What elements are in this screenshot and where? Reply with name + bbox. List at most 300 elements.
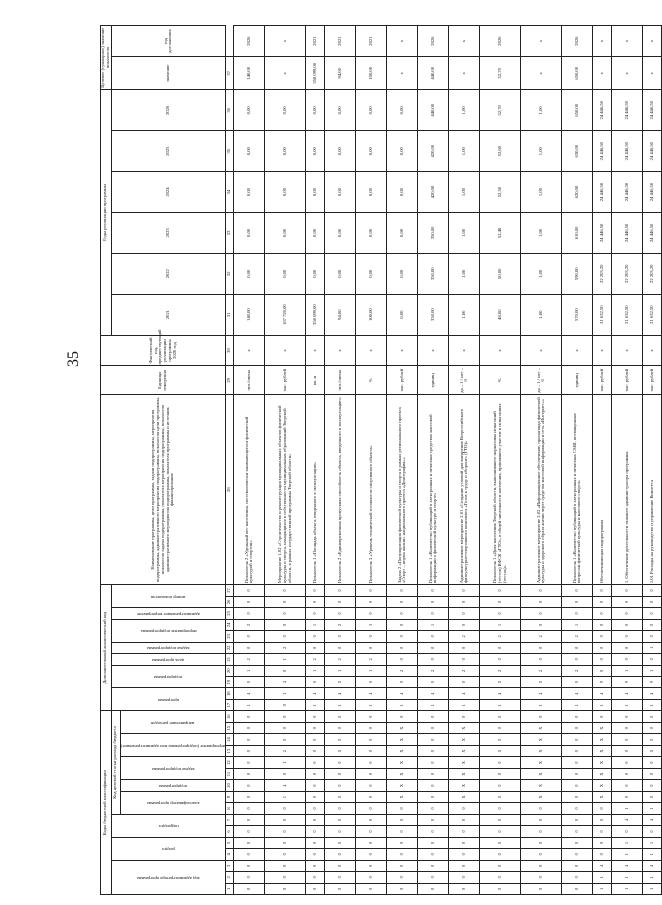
row-target-value: 100,00: [356, 57, 387, 90]
code-cell: X: [593, 722, 612, 733]
code-cell: 2: [306, 654, 325, 665]
code-cell: 0: [265, 803, 306, 814]
table-row: [306, 26, 325, 895]
code-cell: 4: [612, 814, 643, 825]
code-cell: 0: [480, 734, 521, 745]
column-number: 10: [226, 780, 234, 791]
row-year-value: 0,00: [356, 212, 387, 253]
code-cell: 0: [643, 619, 662, 630]
row-target-value: 650,00: [562, 57, 593, 90]
row-year-value: 0,00: [306, 90, 325, 131]
column-number: 26: [226, 596, 234, 607]
code-cell: 0: [562, 596, 593, 607]
row-year-value: 24 446,50: [643, 90, 662, 131]
code-cell: 0: [521, 608, 562, 619]
row-year-value: 24 446,50: [612, 90, 643, 131]
code-cell: 0: [265, 631, 306, 642]
row-target-year: х: [521, 26, 562, 57]
code-cell: 0: [612, 585, 643, 597]
unit-header: Единица измерения: [101, 366, 226, 395]
code-cell: 0: [418, 631, 449, 642]
column-number: 24: [226, 619, 234, 630]
row-actual: х: [356, 335, 387, 366]
row-year-value: 1,00: [449, 131, 480, 172]
code-cell: 0: [521, 872, 562, 883]
row-target-year: х: [449, 26, 480, 57]
column-number: 29: [226, 366, 234, 395]
row-actual: х: [612, 335, 643, 366]
code-cell: 2: [449, 665, 480, 676]
code-cell: 0: [612, 654, 643, 665]
column-number: 2: [226, 872, 234, 883]
code-cell: 0: [265, 722, 306, 733]
code-cell: 2: [480, 665, 521, 676]
code-cell: 1: [306, 699, 325, 710]
row-year-value: 420,00: [418, 131, 449, 172]
code-cell: 0: [449, 608, 480, 619]
column-number: 9: [226, 791, 234, 802]
code-cell: 0: [325, 883, 356, 894]
code-cell: 0: [418, 585, 449, 597]
table-row: [234, 26, 265, 895]
row-year-value: 21 632,50: [643, 294, 662, 335]
subsection-header: подраздел: [111, 814, 226, 837]
row-year-value: 0,00: [306, 212, 325, 253]
code-cell: 0: [521, 711, 562, 723]
code-cell: 1: [643, 837, 662, 848]
code-cell: 0: [325, 837, 356, 848]
code-cell: 0: [418, 826, 449, 837]
row-year-value: 570,00: [562, 294, 593, 335]
table-row: [265, 26, 306, 895]
code-cell: 0: [643, 654, 662, 665]
code-cell: 0: [612, 631, 643, 642]
code-cell: 1: [612, 883, 643, 894]
row-name: Показатель 1 «Доля населения Тверской области, выполнившего нормативы испытаний (тестов) ВФСК «ГТО», в общей численности населения, принявшего участие в испытаниях (тестах)»: [480, 395, 521, 585]
row-target-value: х: [265, 57, 306, 90]
table-row: [449, 26, 480, 895]
code-cell: 0: [387, 803, 418, 814]
code-cell: 0: [356, 677, 387, 688]
row-year-value: 52,40: [480, 212, 521, 253]
table-row: [418, 26, 449, 895]
code-cell: X: [593, 734, 612, 745]
row-name: 1.01 Расходы на руководство и управление Комитета: [643, 395, 662, 585]
code-cell: 0: [593, 608, 612, 619]
column-number: 22: [226, 642, 234, 653]
code-cell: 0: [562, 791, 593, 802]
row-year-value: 140,00: [234, 294, 265, 335]
code-cell: 0: [265, 665, 306, 676]
code-cell: 0: [418, 596, 449, 607]
code-cell: X: [449, 768, 480, 779]
row-year-value: 94,00: [325, 294, 356, 335]
column-number: 31: [226, 294, 234, 335]
code-cell: 0: [593, 596, 612, 607]
code-cell: 1: [593, 883, 612, 894]
column-number: 33: [226, 212, 234, 253]
code-cell: 0: [480, 883, 521, 894]
code-cell: 0: [356, 745, 387, 756]
row-actual: х: [418, 335, 449, 366]
code-cell: 0: [643, 757, 662, 768]
code-cell: X: [521, 745, 562, 756]
code-cell: 2: [449, 631, 480, 642]
code-cell: 4: [449, 688, 480, 699]
row-year-value: 1,00: [521, 294, 562, 335]
code-cell: 0: [521, 642, 562, 653]
code-cell: 0: [562, 745, 593, 756]
row-name: Показатель 1 «Количество публикаций в электронных и печатных средствах массовой информации о физической культуре и спорте»: [418, 395, 449, 585]
code-cell: 0: [480, 768, 521, 779]
code-cell: 0: [234, 608, 265, 619]
code-cell: 0: [325, 722, 356, 733]
years-group-header: Годы реализации программы: [101, 90, 112, 335]
code-cell: 0: [418, 780, 449, 791]
code-cell: 0: [562, 722, 593, 733]
row-year-value: 52,70: [480, 90, 521, 131]
code-cell: 0: [325, 757, 356, 768]
row-actual: х: [562, 335, 593, 366]
row-year-value: 24 446,50: [593, 172, 612, 213]
code-cell: 0: [306, 711, 325, 723]
row-target-value: х: [387, 57, 418, 90]
row-year-value: 350,00: [418, 253, 449, 294]
rotated-page: [100, 25, 655, 895]
row-year-value: 1,00: [449, 90, 480, 131]
code-cell: 4: [562, 688, 593, 699]
code-cell: 0: [480, 585, 521, 597]
code-cell: 0: [418, 791, 449, 802]
code-cell: 2: [387, 665, 418, 676]
code-cell: 0: [325, 631, 356, 642]
row-target-year: 2026: [562, 26, 593, 57]
code-cell: 0: [562, 585, 593, 597]
admin-header: код администратора программы: [111, 860, 226, 894]
row-year-value: 52,50: [480, 172, 521, 213]
code-cell: 0: [325, 791, 356, 802]
code-cell: 1: [325, 665, 356, 676]
code-cell: 0: [418, 642, 449, 653]
code-cell: 0: [521, 596, 562, 607]
column-number: 6: [226, 826, 234, 837]
code-cell: X: [387, 780, 418, 791]
row-year-value: 0,00: [387, 294, 418, 335]
code-cell: X: [449, 745, 480, 756]
row-actual: х: [265, 335, 306, 366]
row-year-value: 1,00: [449, 212, 480, 253]
actual-header: Фактический год, предшествующий реализации программы 2020 год: [101, 335, 226, 366]
column-number: 13: [226, 745, 234, 756]
year-2022-header: 2022: [111, 253, 226, 294]
sub-header: подпрограмма: [111, 665, 226, 688]
table-row: [480, 26, 521, 895]
code-cell: 1: [643, 872, 662, 883]
code-cell: 1: [480, 619, 521, 630]
code-cell: 0: [234, 826, 265, 837]
row-name: Административное мероприятие 2.02 «Информационное обеспечение, пропаганда физической культуры и здорового образа жизни через средства массовой информации и сеть «Интернет»»: [521, 395, 562, 585]
code-cell: 0: [449, 619, 480, 630]
code-cell: 0: [265, 608, 306, 619]
code-cell: 2: [356, 654, 387, 665]
code-cell: 0: [480, 780, 521, 791]
code-cell: 0: [521, 677, 562, 688]
code-cell: 0: [325, 642, 356, 653]
column-number: 32: [226, 253, 234, 294]
row-year-value: 0,00: [356, 172, 387, 213]
code-cell: 0: [612, 734, 643, 745]
column-number: 4: [226, 849, 234, 860]
code-cell: 0: [418, 849, 449, 860]
code-cell: 0: [521, 654, 562, 665]
code-cell: 0: [612, 711, 643, 723]
code-cell: 0: [325, 585, 356, 597]
code-cell: 0: [356, 803, 387, 814]
row-year-value: 22 203,20: [643, 253, 662, 294]
code-cell: 0: [325, 780, 356, 791]
code-cell: 0: [356, 791, 387, 802]
code-cell: 0: [449, 803, 480, 814]
row-year-value: 100,00: [356, 294, 387, 335]
row-target-year: х: [612, 26, 643, 57]
code-cell: X: [593, 791, 612, 802]
row-year-value: 0,00: [265, 131, 306, 172]
achieve-year-header: год достижения: [111, 26, 226, 57]
code-cell: 0: [265, 837, 306, 848]
code-cell: 0: [306, 803, 325, 814]
column-number: 27: [226, 585, 234, 597]
code-cell: 4: [643, 860, 662, 871]
code-cell: 1: [234, 665, 265, 676]
row-actual: х: [306, 335, 325, 366]
code-cell: 0: [325, 745, 356, 756]
column-number: 23: [226, 631, 234, 642]
row-name: Показатель 2 «Удельный вес населения, систематически занимающегося физической культурой и спортом»: [234, 395, 265, 585]
code-cell: 4: [265, 780, 306, 791]
program-header: программа: [111, 688, 226, 711]
row-target-value: х: [643, 57, 662, 90]
row-unit: тыс. рублей: [643, 366, 662, 395]
table-row: [593, 26, 612, 895]
code-cell: 0: [387, 849, 418, 860]
row-year-value: 21 632,50: [593, 294, 612, 335]
code-cell: 0: [562, 814, 593, 825]
code-cell: X: [387, 757, 418, 768]
code-cell: 0: [643, 631, 662, 642]
code-cell: 0: [325, 849, 356, 860]
code-cell: 4: [593, 688, 612, 699]
row-target-value: 52,70: [480, 57, 521, 90]
code-cell: 0: [643, 596, 662, 607]
event-sub-header: мероприятие подпрограммы: [111, 619, 226, 642]
row-year-value: 0,00: [387, 131, 418, 172]
table-row: [356, 26, 387, 895]
code-cell: 1: [612, 665, 643, 676]
code-cell: 1: [265, 791, 306, 802]
row-year-value: 0,00: [234, 212, 265, 253]
code-cell: 2: [562, 631, 593, 642]
column-number: 8: [226, 803, 234, 814]
year-2026-header: 2026: [111, 90, 226, 131]
row-year-value: 24 446,50: [593, 131, 612, 172]
row-year-value: 1,00: [521, 172, 562, 213]
row-unit: единиц: [562, 366, 593, 395]
row-year-value: 0,00: [356, 131, 387, 172]
row-actual: х: [387, 335, 418, 366]
code-cell: 0: [593, 803, 612, 814]
code-cell: 0: [387, 619, 418, 630]
code-cell: X: [521, 780, 562, 791]
row-name: Показатель 1 «Количество публикаций в электронных и печатных СМИ, посвященных вопросам физической культуры и массового спорта»: [562, 395, 593, 585]
code-cell: 0: [593, 814, 612, 825]
code-cell: 1: [480, 699, 521, 710]
code-cell: 0: [306, 631, 325, 642]
code-cell: 0: [387, 883, 418, 894]
code-cell: 0: [265, 699, 306, 710]
row-unit: да – 1 / нет – 0: [449, 366, 480, 395]
code-cell: 0: [480, 711, 521, 723]
code-cell: 1: [387, 699, 418, 710]
code-cell: 0: [387, 826, 418, 837]
row-year-value: 650,00: [562, 90, 593, 131]
code-cell: 0: [449, 642, 480, 653]
code-cell: 0: [449, 585, 480, 597]
row-year-value: 0,00: [306, 253, 325, 294]
code-cell: 0: [593, 711, 612, 723]
code-cell: 1: [562, 619, 593, 630]
column-number: 30: [226, 335, 234, 366]
code-cell: 0: [521, 814, 562, 825]
code-cell: 0: [306, 860, 325, 871]
code-cell: 0: [234, 872, 265, 883]
code-cell: 0: [643, 745, 662, 756]
code-cell: 0: [418, 722, 449, 733]
code-cell: 0: [643, 722, 662, 733]
row-target-value: х: [593, 57, 612, 90]
code-cell: 1: [612, 699, 643, 710]
row-unit: кв. м: [306, 366, 325, 395]
code-cell: 0: [234, 711, 265, 723]
task-header: задача подпрограммы: [120, 757, 226, 780]
code-cell: 1: [643, 665, 662, 676]
code-cell: X: [521, 734, 562, 745]
code-cell: 4: [306, 688, 325, 699]
row-target-year: 2026: [418, 26, 449, 57]
code-cell: 0: [265, 596, 306, 607]
row-year-value: 0,00: [356, 253, 387, 294]
code-cell: 0: [449, 872, 480, 883]
row-unit: тыс. рублей: [612, 366, 643, 395]
column-number: 3: [226, 860, 234, 871]
code-cell: 0: [325, 803, 356, 814]
code-cell: 0: [449, 837, 480, 848]
row-year-value: 440,00: [418, 90, 449, 131]
row-year-value: 0,00: [265, 172, 306, 213]
code-cell: 2: [265, 745, 306, 756]
code-cell: 0: [418, 711, 449, 723]
row-year-value: 1,00: [521, 131, 562, 172]
code-cell: 0: [521, 585, 562, 597]
row-target-value: 440,00: [418, 57, 449, 90]
row-year-value: 24 446,50: [612, 131, 643, 172]
table-row: [521, 26, 562, 895]
code-cell: 0: [562, 860, 593, 871]
code-cell: 0: [562, 768, 593, 779]
code-cell: 0: [387, 585, 418, 597]
row-target-value: х: [449, 57, 480, 90]
row-year-value: 0,00: [325, 212, 356, 253]
code-cell: 0: [562, 849, 593, 860]
code-cell: 0: [612, 791, 643, 802]
row-year-value: 0,00: [387, 212, 418, 253]
expense-direction-header: направление расходов: [120, 711, 226, 734]
code-cell: 0: [325, 826, 356, 837]
code-cell: 0: [612, 608, 643, 619]
row-unit: чел./смена: [234, 366, 265, 395]
program-table: [100, 25, 662, 895]
code-cell: 0: [356, 585, 387, 597]
row-target-year: х: [643, 26, 662, 57]
code-cell: X: [593, 780, 612, 791]
code-cell: 4: [521, 688, 562, 699]
code-cell: 1: [593, 699, 612, 710]
code-cell: X: [593, 745, 612, 756]
name-header: Наименование программы, цели программы, задачи подпрограммы, мероприятия подпрограммы, административного мероприятия подпрограммы, показателя цели программы, показателя задачи подпрограммы, показателя мероприятия подпрограммы, показателя административного мероприятия подпрограммы, показателя программы и источник финансирования: [101, 395, 226, 585]
code-cell: 0: [480, 791, 521, 802]
row-actual: х: [643, 335, 662, 366]
code-cell: 0: [418, 734, 449, 745]
code-cell: 1: [643, 849, 662, 860]
code-cell: 0: [325, 860, 356, 871]
row-target-year: 2021: [325, 26, 356, 57]
analytic-group-header: Дополнительный аналитический код: [101, 585, 112, 711]
row-unit: чел./смена: [325, 366, 356, 395]
row-name: Показатель 3 «Уровень технической готовности спортивного объекта»: [356, 395, 387, 585]
row-year-value: 0,00: [325, 253, 356, 294]
code-cell: 0: [612, 722, 643, 733]
row-unit: %: [480, 366, 521, 395]
code-cell: 0: [306, 596, 325, 607]
code-cell: 0: [418, 757, 449, 768]
code-cell: 0: [480, 860, 521, 871]
code-cell: 0: [356, 814, 387, 825]
code-cell: 1: [325, 699, 356, 710]
table-row: [387, 26, 418, 895]
row-actual: х: [449, 335, 480, 366]
code-cell: 0: [449, 677, 480, 688]
code-cell: 1: [643, 883, 662, 894]
code-cell: 0: [265, 826, 306, 837]
code-cell: 0: [325, 814, 356, 825]
code-cell: 4: [612, 688, 643, 699]
code-cell: 1: [643, 642, 662, 653]
column-number: 17: [226, 699, 234, 710]
code-cell: 1: [612, 872, 643, 883]
code-cell: 0: [306, 608, 325, 619]
code-cell: 0: [234, 803, 265, 814]
codes-group-header: Коды бюджетной классификации: [101, 711, 112, 895]
row-year-value: 630,00: [562, 131, 593, 172]
code-cell: 0: [480, 642, 521, 653]
code-cell: 0: [265, 734, 306, 745]
code-cell: 0: [234, 849, 265, 860]
column-number: 12: [226, 757, 234, 768]
code-cell: 4: [418, 688, 449, 699]
code-cell: 0: [449, 826, 480, 837]
code-cell: 0: [325, 768, 356, 779]
code-cell: 0: [306, 757, 325, 768]
code-cell: 0: [306, 837, 325, 848]
